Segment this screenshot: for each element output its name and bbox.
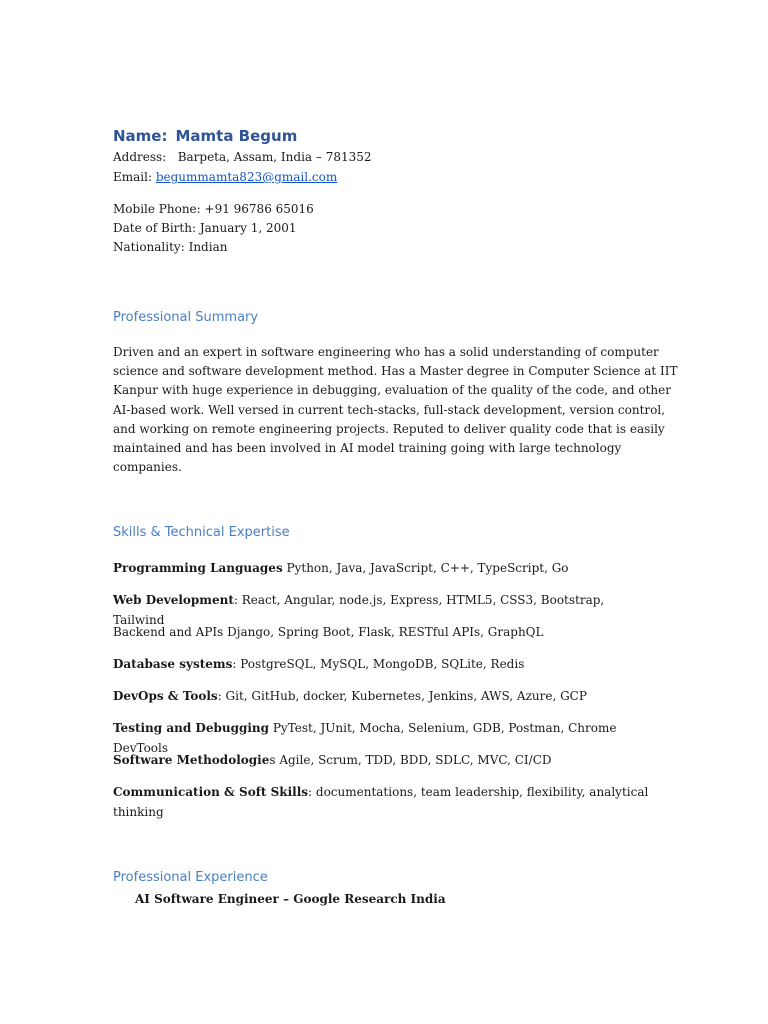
dob-line	[113, 219, 297, 238]
experience-role: AI Software Engineer – Google Research India	[135, 892, 446, 906]
mobile-line	[113, 200, 314, 219]
skill-database-systems	[113, 654, 658, 674]
mobile-value: +91 96786 65016	[204, 202, 314, 216]
name-value: Mamta Begum	[175, 127, 298, 145]
summary-line: Kanpur with huge experience in debugging, evaluation of the quality of the code, and other	[113, 383, 671, 398]
summary-paragraph	[113, 343, 678, 477]
skill-label: Communication & Soft Skills	[113, 785, 309, 799]
skill-communication-soft-skills	[113, 782, 658, 822]
summary-line: AI-based work. Well versed in current tech-stacks, full-stack development, version control,	[113, 402, 666, 417]
address-line	[113, 148, 372, 167]
skill-label: Web Development	[113, 593, 234, 607]
experience-heading: Professional Experience	[113, 870, 268, 885]
nationality-value: Indian	[188, 240, 228, 254]
skill-backend-apis	[113, 622, 658, 642]
skill-label: Programming Languages	[113, 561, 283, 575]
summary-line: and working on remote engineering projects. Reputed to deliver quality code that is easily	[113, 421, 665, 436]
skill-value: : PostgreSQL, MySQL, MongoDB, SQLite, Redis	[232, 657, 525, 671]
mobile-label: Mobile Phone:	[113, 202, 201, 216]
skill-value: : React, Angular, node.js, Express, HTML5, CSS3, Bootstrap, Tailwind	[113, 593, 605, 627]
skill-label: Software Methodologie	[113, 753, 270, 767]
nationality-line	[113, 238, 227, 257]
skill-value: : Git, GitHub, docker, Kubernetes, Jenkins, AWS, Azure, GCP	[217, 689, 587, 703]
email-label: Email:	[113, 170, 153, 184]
skill-label: Database systems	[113, 657, 233, 671]
address-value: Barpeta, Assam, India – 781352	[177, 150, 372, 164]
skill-software-methodologies	[113, 750, 658, 770]
summary-line: Driven and an expert in software engineering who has a solid understanding of computer	[113, 345, 659, 359]
summary-line: science and software development method. Has a Master degree in Computer Science at IIT	[113, 364, 678, 379]
skill-label: Testing and Debugging	[113, 721, 270, 735]
skill-value: Backend and APIs Django, Spring Boot, Flask, RESTful APIs, GraphQL	[113, 625, 544, 639]
skill-value: s Agile, Scrum, TDD, BDD, SDLC, MVC, CI/CD	[269, 753, 552, 767]
name-heading	[113, 126, 297, 146]
dob-label: Date of Birth:	[113, 221, 196, 235]
email-link[interactable]: begummamta823@gmail.com	[155, 170, 338, 184]
skill-devops-tools	[113, 686, 658, 706]
dob-value: January 1, 2001	[199, 221, 297, 235]
summary-line: companies.	[113, 460, 182, 475]
summary-heading: Professional Summary	[113, 310, 259, 325]
email-line	[113, 168, 337, 187]
skill-label: DevOps & Tools	[113, 689, 218, 703]
skill-value: : documentations, team leadership, flexibility, analytical thinking	[113, 785, 649, 819]
name-label: Name:	[113, 127, 168, 145]
skill-value: PyTest, JUnit, Mocha, Selenium, GDB, Postman, Chrome DevTools	[113, 721, 617, 755]
skill-value: Python, Java, JavaScript, C++, TypeScript, Go	[282, 561, 569, 575]
skill-programming-languages	[113, 558, 658, 578]
nationality-label: Nationality:	[113, 240, 185, 254]
summary-line: maintained and has been involved in AI model training going with large technology	[113, 441, 622, 456]
skills-heading: Skills & Technical Expertise	[113, 525, 290, 540]
address-label: Address:	[113, 150, 167, 164]
